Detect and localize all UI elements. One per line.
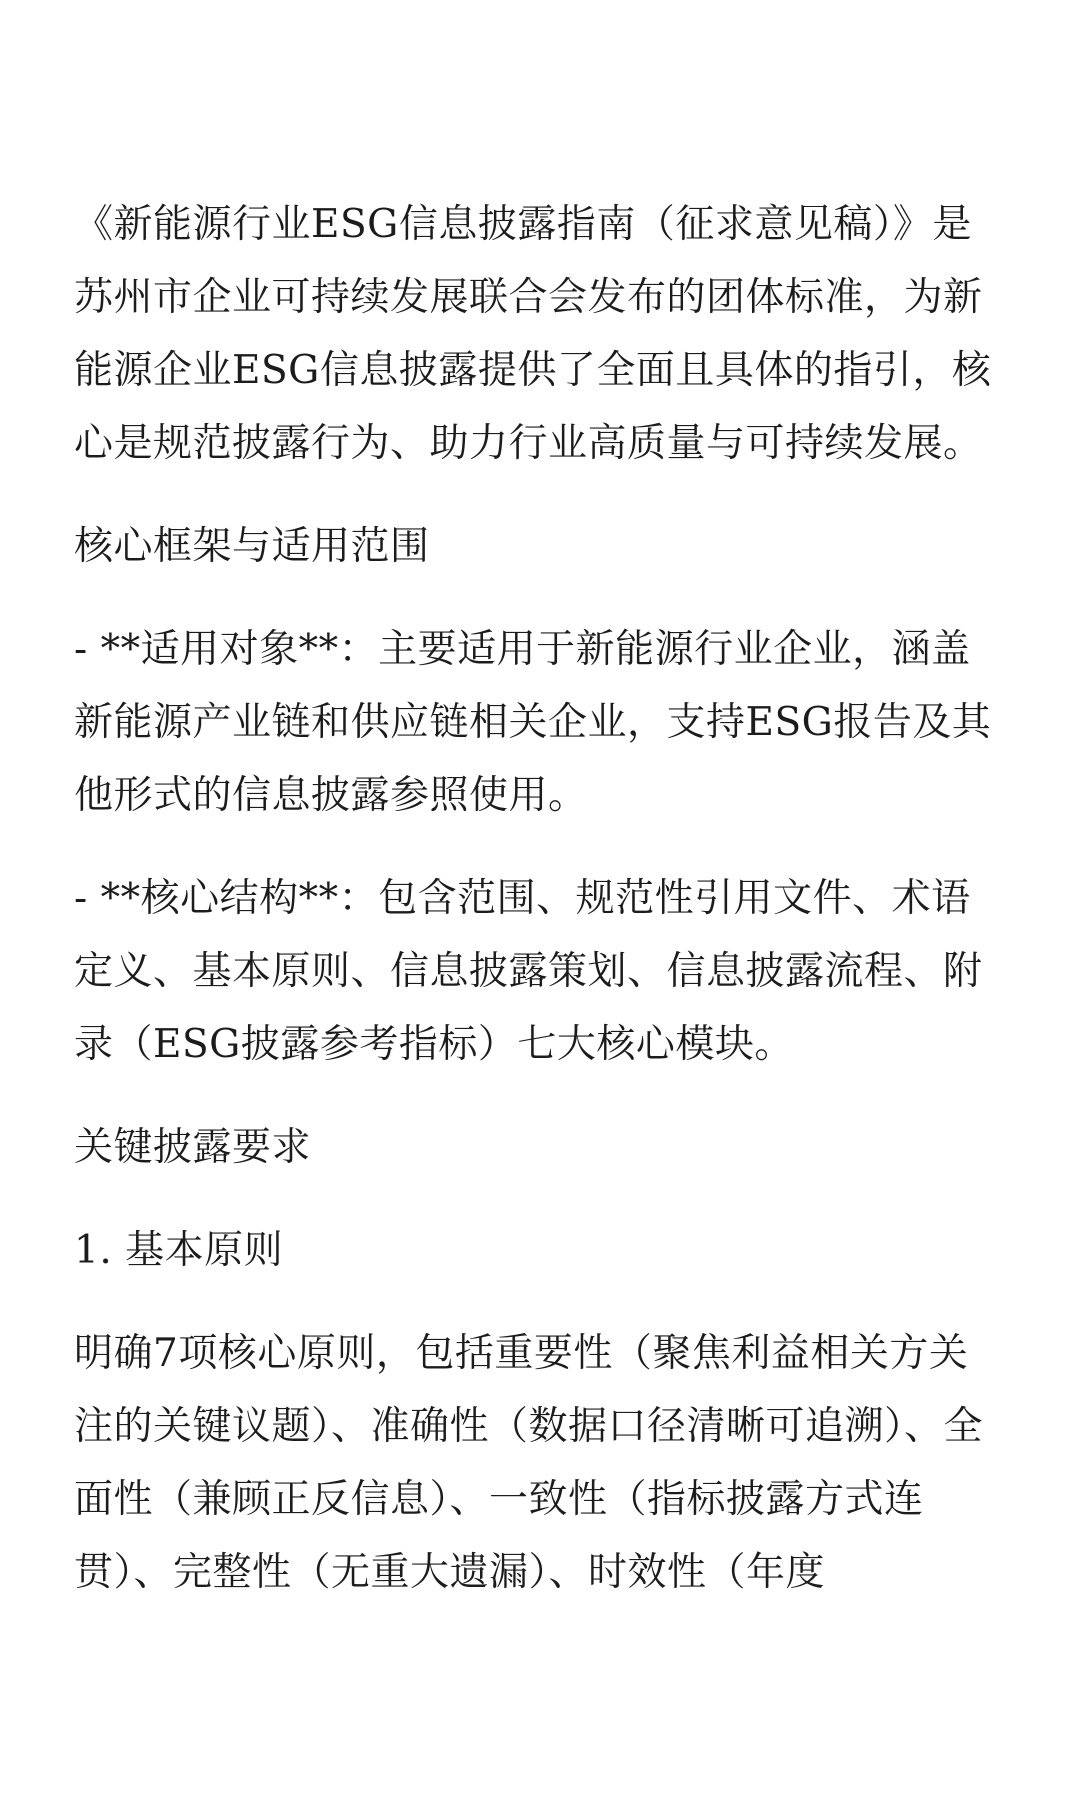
principles-paragraph: 明确7项核心原则，包括重要性（聚焦利益相关方关注的关键议题）、准确性（数据口径清晰可追溯）、全面性（兼顾正反信息）、一致性（指标披露方式连贯）、完整性（无重大遗漏）、时效性（年度 (74, 1331, 984, 1595)
list-item-structure: - **核心结构**：包含范围、规范性引用文件、术语定义、基本原则、信息披露策划、信息披露流程、附录（ESG披露参考指标）七大核心模块。 (74, 876, 983, 1067)
section-heading-requirements: 关键披露要求 (74, 1125, 312, 1170)
section-heading-framework: 核心框架与适用范围 (74, 524, 430, 569)
list-item-scope: - **适用对象**：主要适用于新能源行业企业，涵盖新能源产业链和供应链相关企业，支持ESG报告及其他形式的信息披露参照使用。 (74, 627, 992, 818)
article-body (74, 188, 1006, 1639)
subsection-heading-principles: 1. 基本原则 (74, 1228, 284, 1273)
intro-paragraph: 《新能源行业ESG信息披露指南（征求意见稿）》是苏州市企业可持续发展联合会发布的团体标准，为新能源企业ESG信息披露提供了全面且具体的指引，核心是规范披露行为、助力行业高质量与可持续发展。 (74, 202, 992, 466)
